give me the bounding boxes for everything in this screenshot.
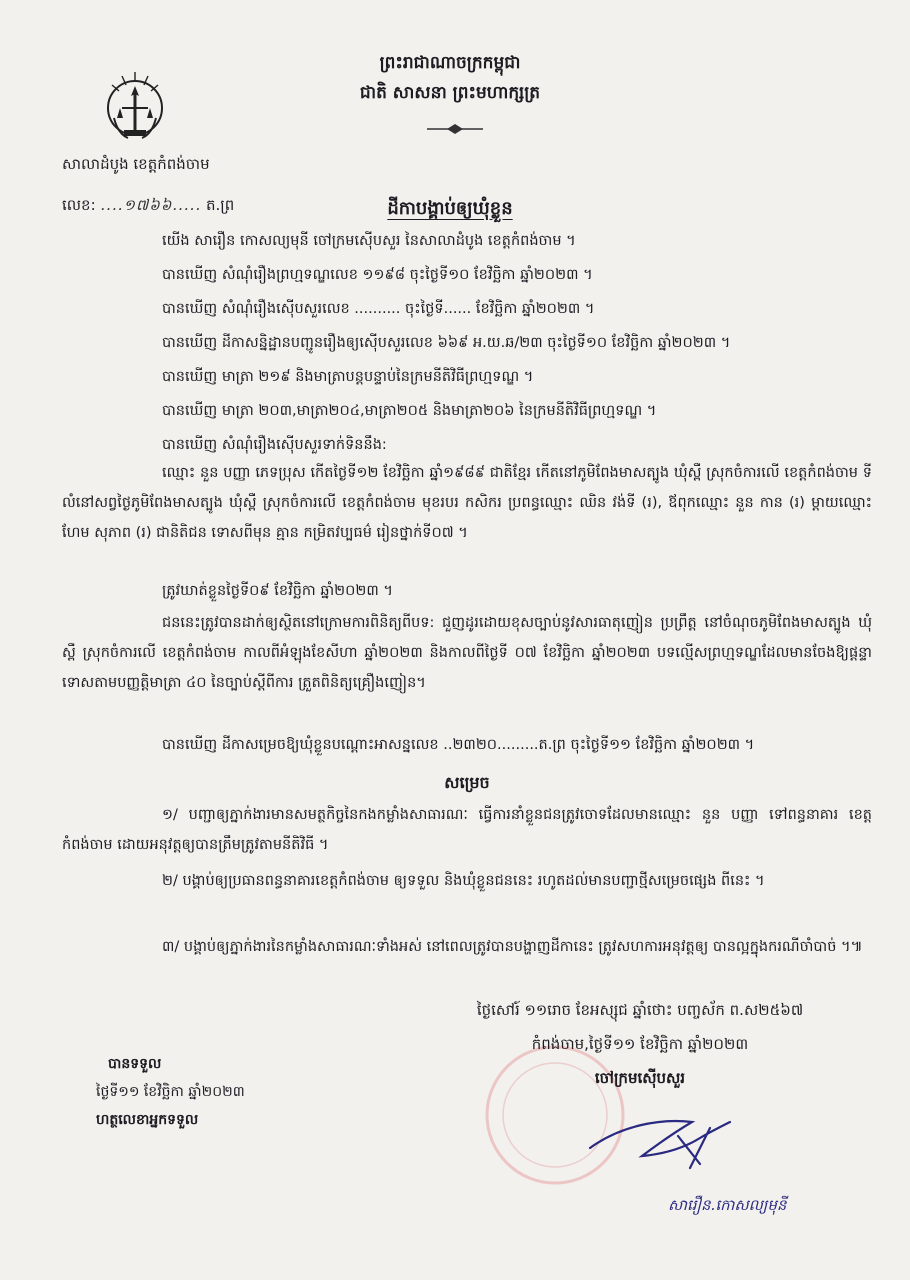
provisional-detention-line: បានឃើញ ដីកាសម្រេចឱ្យឃុំខ្លួនបណ្តោះអាសន្នលេខ ..២៣២០.........ត.ព្រ ចុះថ្ងៃទី១១ ខែវិច្ឆិកា ឆ្នាំ២០២៣ ។ — [162, 737, 755, 753]
decision-item-3: ៣/ បង្គាប់ឲ្យភ្នាក់ងារនៃកម្លាំងសាធារណៈទាំងអស់ នៅពេលត្រូវបានបង្ហាញដីកានេះ ត្រូវសហការអនុវត្តឲ្យ បានល្អក្នុងករណីចាំបាច់ ។៕ — [162, 939, 863, 955]
lunar-date: ថ្ងៃសៅរ៍ ១១រោច ខែអស្សុជ ឆ្នាំថោះ បញ្ចស័ក ព.ស២៥៦៧ — [476, 1001, 804, 1019]
court-emblem-icon — [104, 68, 166, 148]
court-name: សាលាដំបូង ខេត្តកំពង់ចាម — [62, 155, 210, 173]
body-line-prosecutor-order: បានឃើញ ដីកាសន្និដ្ឋានបញ្ជូនរឿងឲ្យស៊ើបសួរលេខ ៦៦៩ អ.យ.ឆ/២៣ ចុះថ្ងៃទី១០ ខែវិច្ឆិកា ឆ្នាំ២០២៣ ។ — [162, 335, 731, 351]
body-line-article-219: បានឃើញ មាត្រា ២១៩ និងមាត្រាបន្តបន្ទាប់នៃក្រមនីតិវិធីព្រហ្មទណ្ឌ ។ — [162, 369, 534, 385]
reference-number — [62, 196, 234, 218]
receipt-block — [96, 1050, 245, 1134]
signer-title: ចៅក្រមស៊ើបសួរ — [594, 1069, 686, 1087]
body-line-investigation-file: បានឃើញ សំណុំរឿងស៊ើបសួរលេខ .......... ចុះថ្ងៃទី...... ខែវិច្ឆិកា ឆ្នាំ២០២៣ ។ — [162, 301, 595, 317]
charge-paragraph: ជននេះត្រូវបានដាក់ឲ្យស្ថិតនៅក្រោមការពិនិត្យពីបទ: ជួញដូរដោយខុសច្បាប់នូវសារធាតុញៀន ប្រព្រឹត្ត នៅចំណុចភូមិពែងមាសត្បូង ឃុំស្ពឺ ស្រុកចំការលើ ខេត្តកំពង់ចាម កាលពីអំឡុងខែសីហា ឆ្នាំ២០២៣ និងកាលពីថ្ងៃទី ០៧ ខែវិច្ឆិកា ឆ្នាំ២០២៣ បទល្មើសព្រហ្មទណ្ឌដែលមានចែងឱ្យផ្តន្ទាទោសតាមបញ្ញត្តិមាត្រា ៤០ នៃច្បាប់ស្តីពីការ ត្រួតពិនិត្យគ្រឿងញៀន។ — [62, 615, 872, 691]
decision-item-1: ១/ បញ្ជាឲ្យភ្នាក់ងារមានសមត្ថកិច្ចនៃកងកម្លាំងសាធារណៈ ធ្វើការនាំខ្លួនជនត្រូវចោទដែលមានឈ្មោះ នួន បញ្ញា ទៅពន្ធនាគារ ខេត្តកំពង់ចាម ដោយអនុវត្តឲ្យបានត្រឹមត្រូវតាមនីតិវិធី ។ — [62, 807, 872, 853]
body-line-case-file: បានឃើញ សំណុំរឿងព្រហ្មទណ្ឌលេខ ១១៩៨ ចុះថ្ងៃទី១០ ខែវិច្ឆិកា ឆ្នាំ២០២៣ ។ — [162, 267, 593, 283]
body-line-related-file: បានឃើញ សំណុំរឿងស៊ើបសួរទាក់ទិននឹង: — [162, 437, 387, 453]
decision-heading: សម្រេច — [444, 773, 490, 792]
receipt-date: ថ្ងៃទី១១ ខែវិច្ឆិកា ឆ្នាំ២០២៣ — [96, 1084, 245, 1100]
date-signature-block — [430, 993, 850, 1095]
signature-icon — [580, 1108, 760, 1178]
document-title: ដីកាបង្គាប់ឲ្យឃុំខ្លួន — [387, 198, 513, 219]
ornament-divider-icon — [425, 122, 485, 136]
ref-number: ....១៧៦៦..... — [100, 196, 202, 214]
receipt-label: បានទទួល — [108, 1056, 162, 1072]
kingdom-title: ព្រះរាជាណាចក្រកម្ពុជា — [379, 53, 521, 73]
ref-suffix: ត.ព្រ — [206, 196, 235, 214]
person-details-paragraph: ឈ្មោះ នួន បញ្ញា ភេទប្រុស កើតថ្ងៃទី១២ ខែវិច្ឆិកា ឆ្នាំ១៩៨៩ ជាតិខ្មែរ កើតនៅភូមិពែងមាសត្បូង ឃុំស្ពឺ ស្រុកចំការលើ ខេត្តកំពង់ចាម ទីលំនៅសព្វថ្ងៃភូមិពែងមាសត្បូង ឃុំស្ពឺ ស្រុកចំការលើ ខេត្តកំពង់ចាម មុខរបរ កសិករ ប្រពន្ធឈ្មោះ ឈិន វង់ទី (រ), ឪពុកឈ្មោះ នួន កាន (រ) ម្តាយឈ្មោះ ហែម សុភាព (រ) ជានិតិជន ទោសពីមុន គ្មាន កម្រិតវប្បធម៌ រៀនថ្នាក់ទី០៧ ។ — [62, 465, 872, 541]
place-date: កំពង់ចាម,ថ្ងៃទី១១ ខែវិច្ឆិកា ឆ្នាំ២០២៣ — [531, 1035, 749, 1053]
receipt-sign-label: ហត្ថលេខាអ្នកទទួល — [96, 1112, 199, 1128]
ref-label: លេខ: — [62, 196, 96, 214]
kingdom-header — [300, 48, 600, 108]
kingdom-motto: ជាតិ សាសនា ព្រះមហាក្សត្រ — [359, 83, 541, 103]
body-line-articles-203-206: បានឃើញ មាត្រា ២០៣,មាត្រា២០៤,មាត្រា២០៥ និងមាត្រា២០៦ នៃក្រមនីតិវិធីព្រហ្មទណ្ឌ ។ — [162, 403, 657, 419]
signer-name: សារឿន.កោសល្យមុនី — [668, 1196, 787, 1214]
decision-item-2: ២/ បង្គាប់ឲ្យប្រធានពន្ធនាគារខេត្តកំពង់ចាម ឲ្យទទួល និងឃុំខ្លួនជននេះ រហូតដល់មានបញ្ជាថ្មីសម្រេចផ្សេង ពីនេះ ។ — [162, 873, 765, 889]
body-line-judge: យើង សារឿន កោសល្យមុនី ចៅក្រមស៊ើបសួរ នៃសាលាដំបូង ខេត្តកំពង់ចាម ។ — [162, 233, 576, 249]
detention-date-line: ត្រូវឃាត់ខ្លួនថ្ងៃទី០៩ ខែវិច្ឆិកា ឆ្នាំ២០២៣ ។ — [162, 583, 393, 599]
